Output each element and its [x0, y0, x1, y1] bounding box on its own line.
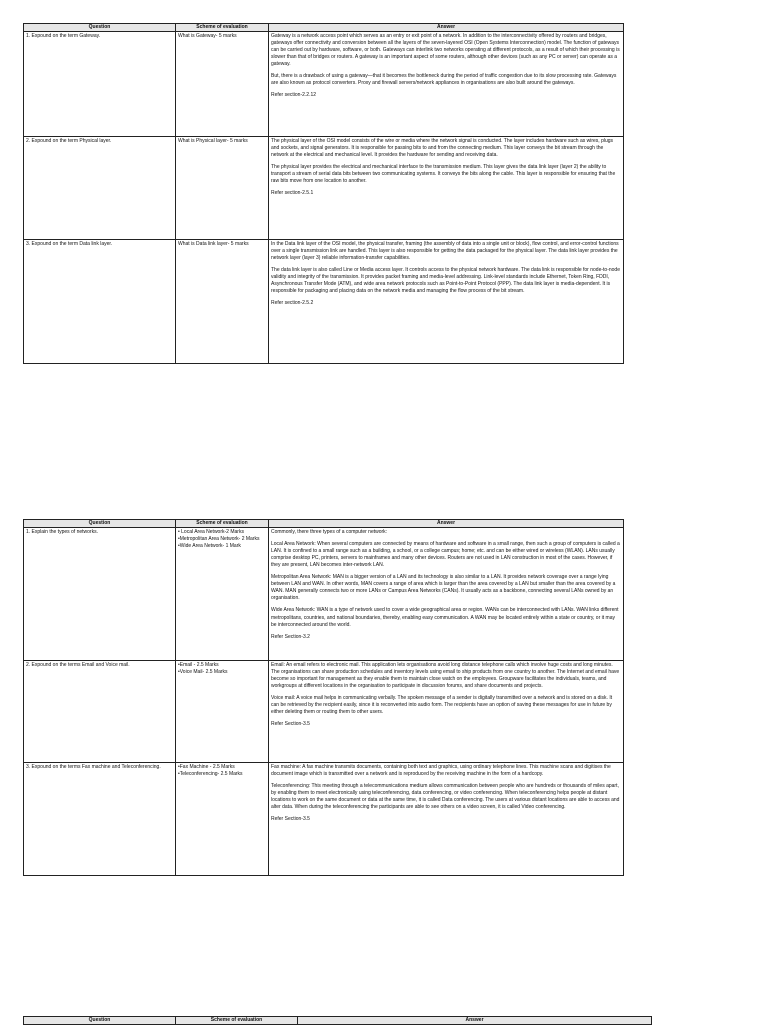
scheme-cell — [176, 661, 269, 763]
scheme-item: •Wide Area Network- 1 Mark — [178, 542, 241, 549]
answer-reference: Refer section-2.5.2 — [271, 300, 314, 307]
answer-paragraph: Wide Area Network: WAN is a type of network used to cover a wide geographical area or region. WANs can be interconnected with LANs. WAN links different metropolitans, countries, and national boundaries, thereby, enabling easy communication. A WAN may be located entirely within a state or country, or it may be interconnected around the world. — [271, 607, 619, 628]
scheme-item: •Fax Machine - 2.5 Marks — [178, 763, 235, 770]
answer-cell — [269, 528, 624, 661]
scheme-cell: What is Physical layer- 5 marks — [176, 137, 269, 240]
header-answer: Answer — [298, 1017, 652, 1025]
header-answer: Answer — [269, 520, 624, 528]
answer-paragraph: Email: An email refers to electronic mail. This application lets organisations avoid long distance telephone calls which involve huge costs and long minutes. The organisations can share production schedules and inventory levels using email to ship products from one country to another. The Internet and email have become so important for management as they enable them to maintain close watch on the employees. Groupware facilitates the individuals, teams, and workgroups at different locations in the organisation to participate in discussion forums, and share documents and projects. — [271, 661, 620, 689]
qa-table-2 — [23, 519, 624, 876]
scheme-item: •Email - 2.5 Marks — [178, 661, 219, 668]
header-row — [24, 24, 624, 32]
table-row — [24, 32, 624, 137]
question-cell: 3. Expound on the terms Fax machine and Teleconferencing. — [24, 763, 176, 876]
table-row — [24, 763, 624, 876]
answer-reference: Refer Section-3.5 — [271, 721, 310, 728]
answer-cell — [269, 661, 624, 763]
header-row — [24, 1017, 652, 1025]
header-question: Question — [24, 520, 176, 528]
question-cell: 2. Expound on the term Physical layer. — [24, 137, 176, 240]
scheme-item: •Voice Mail- 2.5 Marks — [178, 668, 228, 675]
answer-paragraph: The physical layer provides the electrical and mechanical interface to the transmission medium. This layer gives the data link layer (layer 2) the ability to transport a stream of serial data bits between two communicating systems. It conveys the bits along the cable. This layer is responsible for ensuring that the raw bits move from one location to another. — [271, 163, 616, 185]
header-scheme: Scheme of evaluation — [176, 520, 269, 528]
header-answer: Answer — [269, 24, 624, 32]
table-row — [24, 240, 624, 364]
answer-paragraph: Commonly, there three types of a computer network: — [271, 528, 388, 535]
question-cell: 1. Expound on the term Gateway. — [24, 32, 176, 137]
scheme-item: •Metropolitan Area Network- 2 Marks — [178, 535, 260, 542]
answer-reference: Refer section-2.2.12 — [271, 92, 317, 99]
scheme-item: • Local Area Network-2 Marks — [178, 528, 244, 535]
answer-cell — [269, 763, 624, 876]
question-cell: 1. Explain the types of networks. — [24, 528, 176, 661]
table-row — [24, 528, 624, 661]
scheme-cell: What is Data link layer- 5 marks — [176, 240, 269, 364]
table-row — [24, 661, 624, 763]
header-row — [24, 520, 624, 528]
qa-table-1 — [23, 23, 624, 364]
scheme-cell — [176, 763, 269, 876]
answer-paragraph: Teleconferencing: This meeting through a telecommunications medium allows communication between people who are hundreds or thousands of miles apart, by enabling them to meet electronically using teleconferencing, data conferencing, or video conferencing. When teleconferencing helps people at distant locations to work on the same document or data at the same time, it is called Data conferencing. The users at various distant locations are able to access and alter data. When during the teleconferencing the participants are able to see others on a video screen, it is called Video conferencing. — [271, 782, 620, 811]
answer-paragraph: Metropolitan Area Network: MAN is a bigger version of a LAN and its technology is also similar to a LAN. It provides network coverage over a range lying between LAN and WAN. In other words, MAN covers a range of area which is larger than the area covered by a LAN but smaller than the area covered by a WAN. MAN generally connects two or more LANs or Campus Area Networks (CANs). It usually acts as a backbone, connecting several LANs owned by an organisation. — [271, 574, 616, 602]
answer-paragraph: The data link layer is also called Line or Media access layer. It controls access to the physical network hardware. The data link is responsible for node-to-node validity and integrity of the transmission. It provides packet framing and media-level addressing. Link-level standards include Ethernet, Token Ring, FDDI, Asynchronous Transfer Mode (ATM), and wide area network protocols such as Point-to-Point Protocol (PPP). The data link layer is media-dependent. It is responsible for packaging and placing data on the network media and managing the flow process of the bit stream. — [271, 266, 620, 295]
answer-cell — [269, 137, 624, 240]
header-scheme: Scheme of evaluation — [176, 24, 269, 32]
answer-paragraph: But, there is a drawback of using a gateway—that it becomes the bottleneck during the period of traffic congestion due to its slow processing rate. Gateways are also known as protocol converters. Proxy and firewall servers/network appliances in organisations are also built around the gateways. — [271, 73, 617, 87]
question-cell: 2. Expound on the terms Email and Voice mail. — [24, 661, 176, 763]
answer-reference: Refer Section-3.5 — [271, 816, 310, 823]
answer-paragraph: In the Data link layer of the OSI model, the physical transfer, framing (the assembly of data into a single unit or block), flow control, and error-control functions over a single transmission link are handled. This layer is also responsible for getting the data packaged for the physical layer. The data link layer provides the network layer (layer 3) reliable information-transfer capabilities. — [271, 240, 619, 261]
answer-paragraph: Local Area Network: When several computers are connected by means of hardware and software in a small range, then such a group of computers is called a LAN. It is confined to a small range such as a building, a school, or a college campus; home; etc. and can be either wired or wireless (WLAN). LANs usually comprise desktop PC, printers, servers to mainframes and many other devices. Routers are not used in LAN construction in most of the cases. However, if they are present, LAN becomes inter-network LAN. — [271, 540, 620, 568]
header-question: Question — [24, 24, 176, 32]
answer-reference: Refer Section-3.2 — [271, 633, 310, 640]
header-question: Question — [24, 1017, 176, 1025]
scheme-cell: What is Gateway- 5 marks — [176, 32, 269, 137]
answer-cell — [269, 240, 624, 364]
answer-paragraph: Voice mail: A voice mail helps in communicating verbally. The spoken message of a sender is digitally transmitted over a network and is stored on a disk. It can be retrieved by the recipient easily, since it is reconverted into audio form. The recipients have an option of saving these messages for use in future by either deleting them or routing them to other users. — [271, 694, 613, 716]
header-scheme: Scheme of evaluation — [176, 1017, 298, 1025]
scheme-cell — [176, 528, 269, 661]
answer-paragraph: Gateway is a network access point which serves as an entry or exit point of a network. In addition to the interconnectivity offered by routers and bridges, gateways offer connectivity and conversion between all the layers of the seven-layered OSI (Open Systems Interconnection) model. The function of gateways can be carried out by hardware, software, or both. Gateways can interlink two networks operating at different protocols, as a result of which their processing is slower than that of bridges or routers. A gateway is an important aspect of some routers, although other devices (such as any PC or server) can operate as a gateway. — [271, 32, 620, 67]
table-row — [24, 137, 624, 240]
scheme-item: •Teleconferencing- 2.5 Marks — [178, 770, 243, 777]
answer-cell — [269, 32, 624, 137]
question-cell: 3. Expound on the term Data link layer. — [24, 240, 176, 364]
answer-paragraph: Fax machine: A fax machine transmits documents, containing both text and graphics, using ordinary telephone lines. This machine scans and digitises the document image which is transmitted over a network and is reproduced by the receiving machine in the form of a hardcopy. — [271, 763, 611, 777]
answer-paragraph: The physical layer of the OSI model consists of the wire or media where the network signal is conducted. The layer includes hardware such as wires, plugs and sockets, and signal generators. It is responsible for passing bits to and from the connecting medium. This layer conveys the bit stream through the network at the electrical and mechanical level. It provides the hardware for sending and receiving data. — [271, 137, 614, 158]
answer-reference: Refer section-2.5.1 — [271, 190, 314, 197]
